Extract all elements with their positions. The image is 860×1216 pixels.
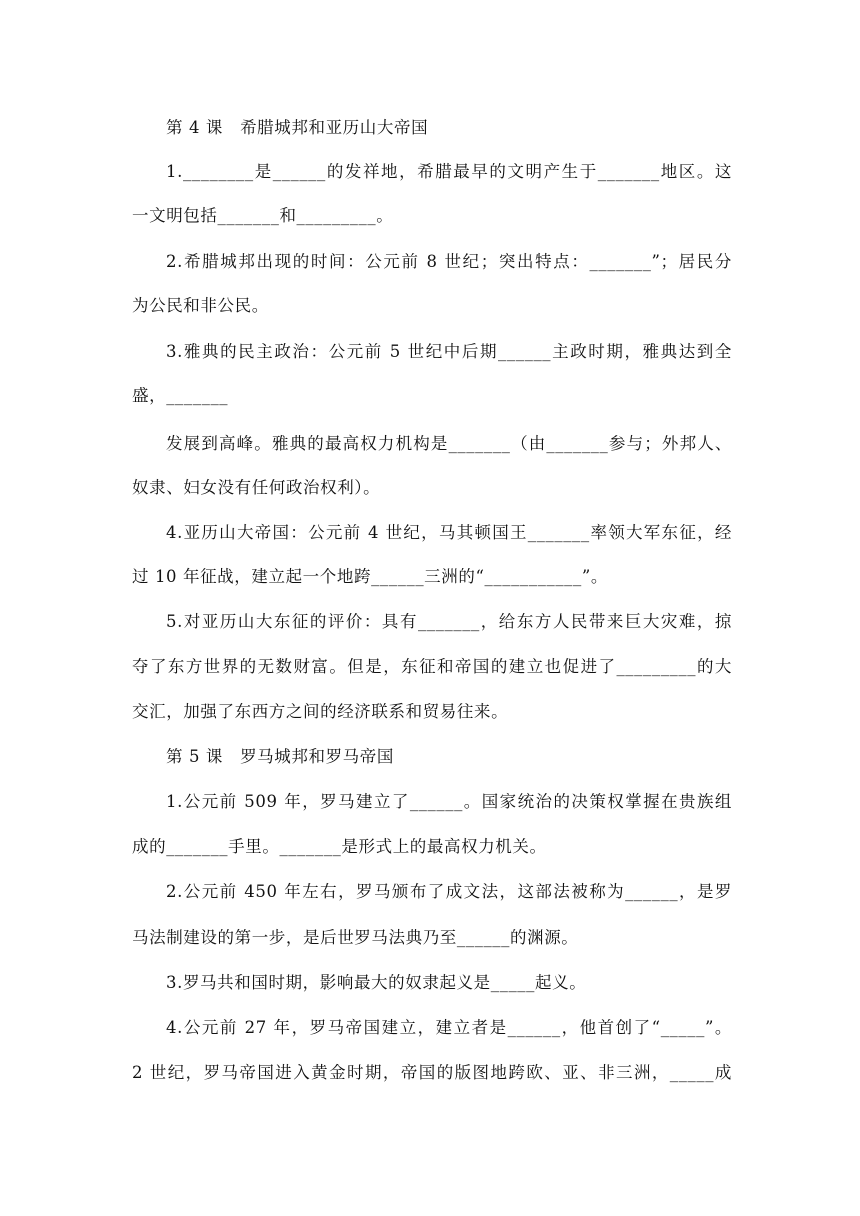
lesson5-q1-line1: 1.公元前 509 年，罗马建立了______。国家统治的决策权掌握在贵族组 [166, 792, 732, 811]
lesson5-title: 第 5 课 罗马城邦和罗马帝国 [166, 747, 394, 766]
lesson4-q2-line1: 2.希腊城邦出现的时间：公元前 8 世纪；突出特点：_______”；居民分 [166, 252, 732, 271]
lesson4-q3-line3: 发展到高峰。雅典的最高权力机构是_______（由_______参与；外邦人、 [166, 434, 732, 453]
lesson4-q1-line2: 一文明包括_______和_________。 [132, 206, 394, 225]
lesson4-q3-line2: 盛，_______ [132, 386, 229, 405]
lesson5-q4-line2: 2 世纪，罗马帝国进入黄金时期，帝国的版图地跨欧、亚、非三洲，_____成 [132, 1063, 732, 1082]
lesson5-q3-line1: 3.罗马共和国时期，影响最大的奴隶起义是_____起义。 [166, 973, 587, 992]
lesson4-q5-line2: 夺了东方世界的无数财富。但是，东征和帝国的建立也促进了_________的大 [132, 657, 732, 676]
lesson5-q2-line2: 马法制建设的第一步，是后世罗马法典乃至______的渊源。 [132, 928, 579, 947]
lesson4-q4-line2: 过 10 年征战，建立起一个地跨______三洲的“___________”。 [132, 567, 609, 586]
lesson5-q2-line1: 2.公元前 450 年左右，罗马颁布了成文法，这部法被称为______，是罗 [166, 882, 732, 901]
lesson4-q5-line3: 交汇，加强了东西方之间的经济联系和贸易往来。 [132, 702, 509, 721]
lesson5-q1-line2: 成的_______手里。_______是形式上的最高权力机关。 [132, 837, 547, 856]
lesson4-q5-line1: 5.对亚历山大东征的评价：具有_______，给东方人民带来巨大灾难，掠 [166, 612, 732, 631]
lesson4-q3-line4: 奴隶、妇女没有任何政治权利）。 [132, 478, 381, 497]
lesson4-title: 第 4 课 希腊城邦和亚历山大帝国 [166, 118, 429, 137]
lesson5-q4-line1: 4.公元前 27 年，罗马帝国建立，建立者是______，他首创了“_____”。 [166, 1018, 732, 1037]
lesson4-q4-line1: 4.亚历山大帝国：公元前 4 世纪，马其顿国王_______率领大军东征，经 [166, 523, 732, 542]
lesson4-q2-line2: 为公民和非公民。 [132, 296, 269, 315]
lesson4-q3-line1: 3.雅典的民主政治：公元前 5 世纪中后期______主政时期，雅典达到全 [166, 342, 732, 361]
lesson4-q1-line1: 1.________是______的发祥地，希腊最早的文明产生于_______地区。这 [166, 162, 732, 181]
